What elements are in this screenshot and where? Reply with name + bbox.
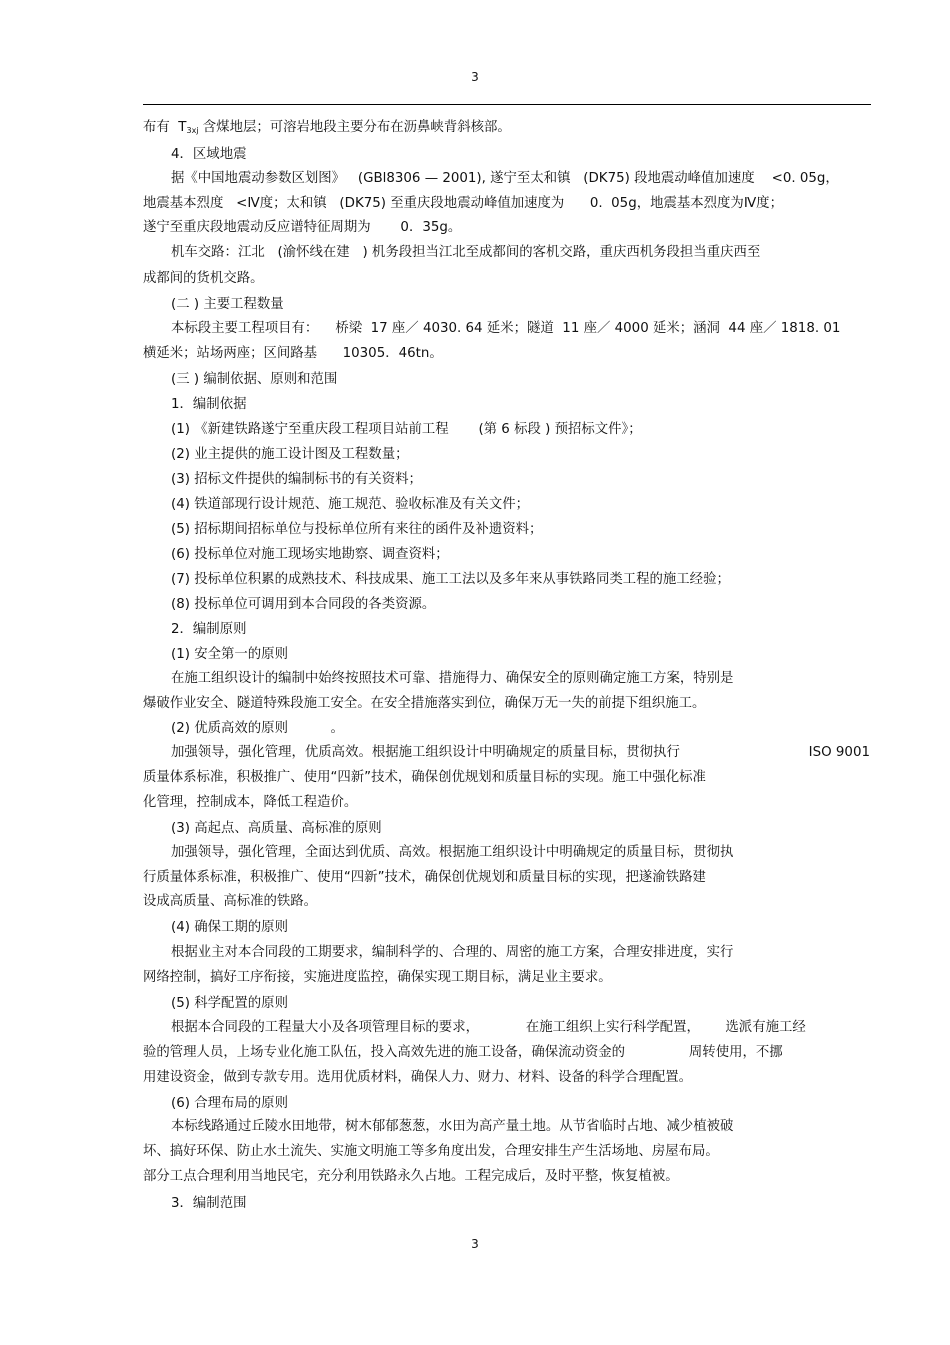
header-rule: [143, 104, 871, 105]
text-line: 成都间的货机交路。: [143, 271, 264, 286]
list-item: (5) 招标期间招标单位与投标单位所有来往的函件及补遗资料；: [171, 522, 543, 537]
text-line: 加强领导，强化管理，优质高效。根据施工组织设计中明确规定的质量目标，贯彻执行: [171, 745, 680, 760]
section-heading: (二 ) 主要工程数量: [171, 297, 284, 312]
list-item: (8) 投标单位可调用到本合同段的各类资源。: [171, 597, 436, 612]
subsection-heading: 2．编制原则: [171, 622, 247, 637]
subsection-heading: 3．编制范围: [171, 1196, 247, 1211]
list-item: (7) 投标单位积累的成熟技术、科技成果、施工工法以及多年来从事铁路同类工程的施工经验；: [171, 572, 730, 587]
text-line: 设成高质量、高标准的铁路。: [143, 894, 318, 909]
text-line: 根据本合同段的工程量大小及各项管理目标的要求， 在施工组织上实行科学配置， 选派有施工经: [171, 1020, 806, 1035]
text-line: 遂宁至重庆段地震动反应谱特征周期为 0．35g。: [143, 220, 462, 235]
principle-heading: (6) 合理布局的原则: [171, 1096, 288, 1111]
text-line: 根据业主对本合同段的工期要求，编制科学的、合理的、周密的施工方案，合理安排进度，实行: [171, 945, 734, 960]
text-line: 部分工点合理利用当地民宅，充分利用铁路永久占地。工程完成后，及时平整，恢复植被。: [143, 1169, 679, 1184]
list-item: (3) 招标文件提供的编制标书的有关资料；: [171, 472, 422, 487]
text-line: 用建设资金，做到专款专用。选用优质材料，确保人力、财力、材料、设备的科学合理配置。: [143, 1070, 693, 1085]
text-line: 化管理，控制成本，降低工程造价。: [143, 795, 358, 810]
list-item: (6) 投标单位对施工现场实地勘察、调查资料；: [171, 547, 449, 562]
principle-heading: (4) 确保工期的原则: [171, 920, 288, 935]
subsection-heading: 1．编制依据: [171, 397, 247, 412]
list-item: (4) 铁道部现行设计规范、施工规范、验收标准及有关文件；: [171, 497, 529, 512]
text-line: 行质量体系标准，积极推广、使用“四新”技术，确保创优规划和质量目标的实现，把遂渝铁路建: [143, 870, 706, 885]
text-line: 质量体系标准，积极推广、使用“四新”技术，确保创优规划和质量目标的实现。施工中强化标准: [143, 770, 706, 785]
footer-page-number: 3: [471, 1237, 479, 1251]
text-line: 验的管理人员，上场专业化施工队伍，投入高效先进的施工设备，确保流动资金的 周转使用，不挪: [143, 1045, 783, 1060]
principle-heading: (2) 优质高效的原则 。: [171, 721, 344, 736]
section-heading: 4．区域地震: [171, 147, 247, 162]
text-line: 网络控制，搞好工序衔接，实施进度监控，确保实现工期目标，满足业主要求。: [143, 970, 612, 985]
text-line: 横延米；站场两座；区间路基 10305．46tn。: [143, 346, 443, 361]
text-line: 爆破作业安全、隧道特殊段施工安全。在安全措施落实到位，确保万无一失的前提下组织施工。: [143, 696, 706, 711]
text-line: 地震基本烈度 <Ⅳ度；太和镇 (DK75) 至重庆段地震动峰值加速度为 0. 05g，地震基本烈度为Ⅳ度；: [143, 196, 783, 211]
text-line: 加强领导，强化管理，全面达到优质、高效。根据施工组织设计中明确规定的质量目标，贯彻执: [171, 845, 734, 860]
list-item: (1) 《新建铁路遂宁至重庆段工程项目站前工程 (第 6 标段 ) 预招标文件》；: [171, 422, 642, 437]
text-line: 据《中国地震动参数区划图》 (GBl8306 — 2001), 遂宁至太和镇 (DK75) 段地震动峰值加速度 <0. 05g，: [171, 171, 839, 186]
principle-heading: (1) 安全第一的原则: [171, 647, 288, 662]
text-line: 在施工组织设计的编制中始终按照技术可靠、措施得力、确保安全的原则确定施工方案，特别是: [171, 671, 734, 686]
text-line: 布有 $T_{3xj}$ 含煤地层；可溶岩地段主要分布在沥鼻峡背斜核部。: [143, 120, 511, 135]
text-line: 机车交路：江北 (渝怀线在建 ) 机务段担当江北至成都间的客机交路，重庆西机务段担当重庆西至: [171, 245, 761, 260]
subscript: 3xj: [186, 126, 199, 135]
text-line: 坏、搞好环保、防止水土流失、实施文明施工等多角度出发，合理安排生产生活场地、房屋布局。: [143, 1144, 719, 1159]
text-line: 本标线路通过丘陵水田地带，树木郁郁葱葱，水田为高产量土地。从节省临时占地、减少植被破: [171, 1119, 734, 1134]
principle-heading: (3) 高起点、高质量、高标准的原则: [171, 821, 382, 836]
list-item: (2) 业主提供的施工设计图及工程数量；: [171, 447, 409, 462]
principle-heading: (5) 科学配置的原则: [171, 996, 288, 1011]
iso-standard-text: ISO 9001: [808, 745, 870, 760]
section-heading: (三 ) 编制依据、原则和范围: [171, 372, 338, 387]
text-line: 本标段主要工程项目有： 桥梁 17 座／ 4030. 64 延米；隧道 11 座／ 4000 延米；涵洞 44 座／ 1818. 01: [171, 321, 841, 336]
header-page-number: 3: [471, 70, 479, 84]
